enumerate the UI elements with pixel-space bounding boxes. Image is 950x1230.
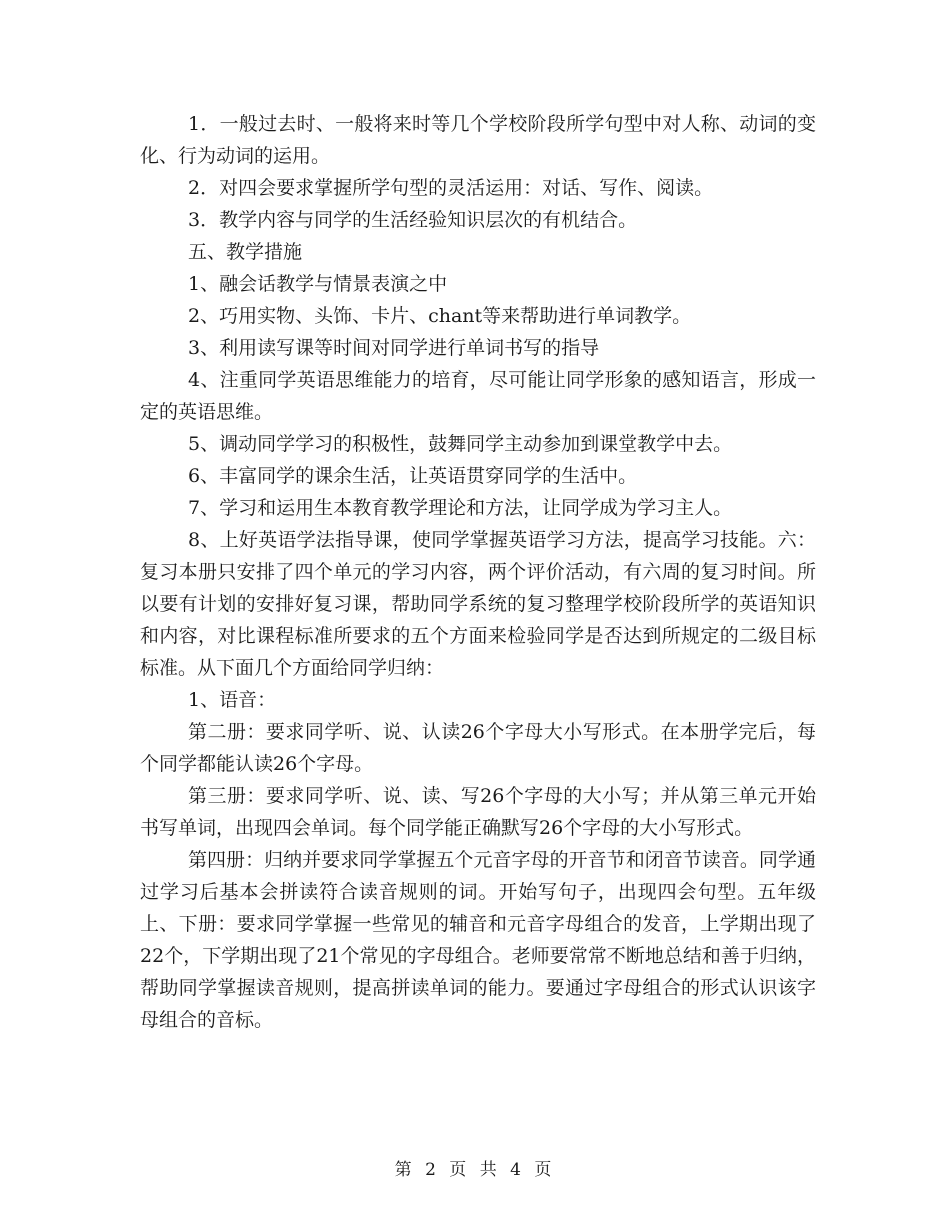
book-4-paragraph: 第四册：归纳并要求同学掌握五个元音字母的开音节和闭音节读音。同学通过学习后基本会拼读符合读音规则的词。开始写句子，出现四会句型。五年级上、下册：要求同学掌握一些常见的辅音和元音字母组合的发音，上学期出现了22个，下学期出现了21个常见的字母组合。老师要常常不断地总结和善于归纳，帮助同学掌握读音规则，提高拼读单词的能力。要通过字母组合的形式认识该字母组合的音标。 bbox=[140, 849, 816, 1031]
measure-2: 2、巧用实物、头饰、卡片、chant等来帮助进行单词教学。 bbox=[188, 305, 692, 327]
measure-5: 5、调动同学学习的积极性，鼓舞同学主动参加到课堂教学中去。 bbox=[188, 433, 733, 455]
measure-4: 4、注重同学英语思维能力的培育，尽可能让同学形象的感知语言，形成一定的英语思维。 bbox=[140, 369, 816, 423]
book-3-paragraph: 第三册：要求同学听、说、读、写26个字母的大小写；并从第三单元开始书写单词，出现四会单词。每个同学能正确默写26个字母的大小写形式。 bbox=[140, 785, 816, 839]
page-footer: 第 2 页 共 4 页 bbox=[394, 1160, 556, 1180]
paragraph-3: 3．教学内容与同学的生活经验知识层次的有机结合。 bbox=[188, 209, 638, 231]
measure-6: 6、丰富同学的课余生活，让英语贯穿同学的生活中。 bbox=[188, 465, 638, 487]
book-2-paragraph: 第二册：要求同学听、说、认读26个字母大小写形式。在本册学完后，每个同学都能认读26个字母。 bbox=[140, 721, 816, 775]
paragraph-2: 2．对四会要求掌握所学句型的灵活运用：对话、写作、阅读。 bbox=[188, 177, 714, 199]
body-text bbox=[140, 108, 816, 1036]
paragraph-1: 1．一般过去时、一般将来时等几个学校阶段所学句型中对人称、动词的变化、行为动词的运用。 bbox=[140, 113, 816, 167]
measure-8: 8、上好英语学法指导课，使同学掌握英语学习方法，提高学习技能。六：复习本册只安排了四个单元的学习内容，两个评价活动，有六周的复习时间。所以要有计划的安排好复习课，帮助同学系统的复习整理学校阶段所学的英语知识和内容，对比课程标准所要求的五个方面来检验同学是否达到所规定的二级目标标准。从下面几个方面给同学归纳： bbox=[140, 529, 816, 679]
section-heading: 五、教学措施 bbox=[188, 241, 303, 263]
phonetics-heading: 1、语音： bbox=[188, 689, 277, 711]
measure-7: 7、学习和运用生本教育教学理论和方法，让同学成为学习主人。 bbox=[188, 497, 733, 519]
measure-3: 3、利用读写课等时间对同学进行单词书写的指导 bbox=[188, 337, 600, 359]
measure-1: 1、融会话教学与情景表演之中 bbox=[188, 273, 448, 295]
